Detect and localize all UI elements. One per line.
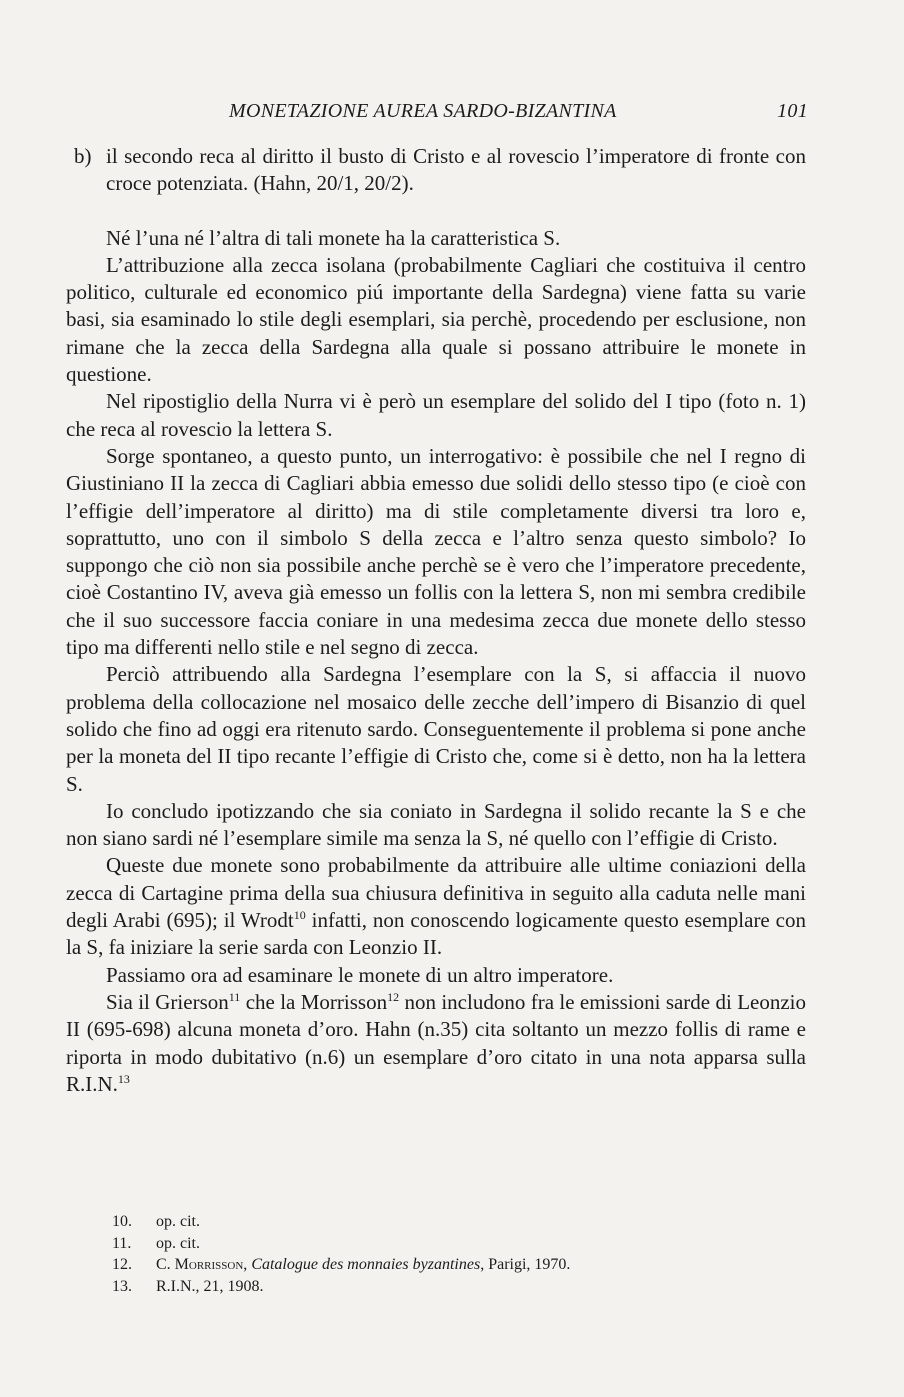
- paragraph: [66, 989, 806, 1098]
- footnote: [112, 1254, 732, 1276]
- paragraph: Passiamo ora ad esaminare le monete di un altro imperatore.: [106, 962, 614, 987]
- footnote-ref: 11: [228, 989, 241, 1004]
- footnote-ref: 13: [117, 1071, 130, 1086]
- list-item-text: il secondo reca al diritto il busto di Cristo e al rovescio l’imperatore di fronte con croce potenziata. (Hahn, 20/1, 20/2).: [106, 144, 806, 196]
- paragraph: Perciò attribuendo alla Sardegna l’esemplare con la S, si affaccia il nuovo problema della collocazione nel mosaico delle zecche dell’impero di Bisanzio di quel solido che fino ad oggi era ritenuto sardo. Conseguentemente il problema si pone anche per la moneta del II tipo recante l’effigie di Cristo che, come si è detto, non ha la lettera S.: [66, 662, 806, 796]
- paragraph: Io concludo ipotizzando che sia coniato in Sardegna il solido recante la S e che non siano sardi né l’esemplare simile ma senza la S, né quello con l’effigie di Cristo.: [66, 798, 806, 851]
- paragraph-text: infatti, non conoscendo logicamente questo esemplare con la S, fa iniziare la serie sarda con Leonzio II.: [66, 908, 806, 960]
- paragraph: Sorge spontaneo, a questo punto, un interrogativo: è possibile che nel I regno di Giustiniano II la zecca di Cagliari abbia emesso due solidi dello stesso tipo (e cioè con l’effigie dell’imperatore al diritto) ma di stile completamente diversi tra loro e, soprattutto, uno con il simbolo S della zecca e l’altro senza questo simbolo? Io suppongo che ciò non sia possibile anche perchè se è vero che l’imperatore precedente, cioè Costantino IV, aveva già emesso un follis con la lettera S, non mi sembra credibile che il suo successore faccia coniare in una medesima zecca due monete dello stesso tipo ma differenti nello stile e nel segno di zecca.: [66, 443, 806, 660]
- running-header: [66, 100, 808, 128]
- paragraph-text: che la Morrisson: [240, 989, 388, 1014]
- paragraph: Nel ripostiglio della Nurra vi è però un esemplare del solido del I tipo (foto n. 1) che reca al rovescio la lettera S.: [66, 389, 806, 441]
- list-marker: b): [74, 144, 92, 168]
- footnote-number: 13.: [112, 1277, 132, 1295]
- paragraph-text: Sia il Grierson: [106, 989, 229, 1014]
- list-item-b: [66, 143, 806, 198]
- footnote-text: R.I.N., 21, 1908.: [156, 1277, 264, 1295]
- footnote-text: op. cit.: [156, 1234, 200, 1252]
- paragraph-text: non includono fra le emissioni sarde di Leonzio II (695-698) alcuna moneta d’oro. Hahn (n.35) cita soltanto un mezzo follis di rame e riporta in modo dubitativo (n.6) un esemplare d’oro citato in una nota apparsa sulla R.I.N.: [66, 989, 807, 1096]
- footnote-text: op. cit.: [156, 1213, 200, 1230]
- page-number: 101: [777, 100, 808, 122]
- footnote: [112, 1211, 732, 1233]
- paragraph: L’attribuzione alla zecca isolana (probabilmente Cagliari che costituiva il centro politico, culturale ed economico piú importante della Sardegna) viene fatta su varie basi, sia esaminado lo stile degli esemplari, sia perchè, procedendo per esclusione, non rimane che la zecca della Sardegna alla quale si possano attribuire le monete in questione.: [66, 252, 806, 387]
- footnote-book-title: Catalogue des monnaies byzantines: [251, 1256, 481, 1273]
- paragraph: [66, 852, 806, 961]
- footnotes: [112, 1211, 732, 1297]
- footnote-number: 10.: [112, 1213, 132, 1230]
- footnote-text: , Parigi, 1970.: [480, 1256, 571, 1273]
- body-text: [66, 143, 806, 1098]
- footnote-ref: 10: [293, 908, 306, 923]
- running-title: MONETAZIONE AUREA SARDO-BIZANTINA: [229, 100, 617, 122]
- footnote: [112, 1233, 732, 1255]
- paragraph: Né l’una né l’altra di tali monete ha la caratteristica S.: [106, 225, 561, 250]
- footnote-number: 12.: [112, 1256, 132, 1273]
- footnote-ref: 12: [387, 989, 400, 1004]
- footnote-number: 11.: [112, 1234, 132, 1252]
- paragraph-text: Queste due monete sono probabilmente da attribuire alle ultime coniazioni della zecca di Cartagine prima della sua chiusura definitiva in seguito alla caduta nelle mani degli Arabi (695); il Wrodt: [66, 853, 806, 933]
- footnote-author: C. Morrisson,: [156, 1256, 252, 1273]
- footnote: [112, 1276, 732, 1298]
